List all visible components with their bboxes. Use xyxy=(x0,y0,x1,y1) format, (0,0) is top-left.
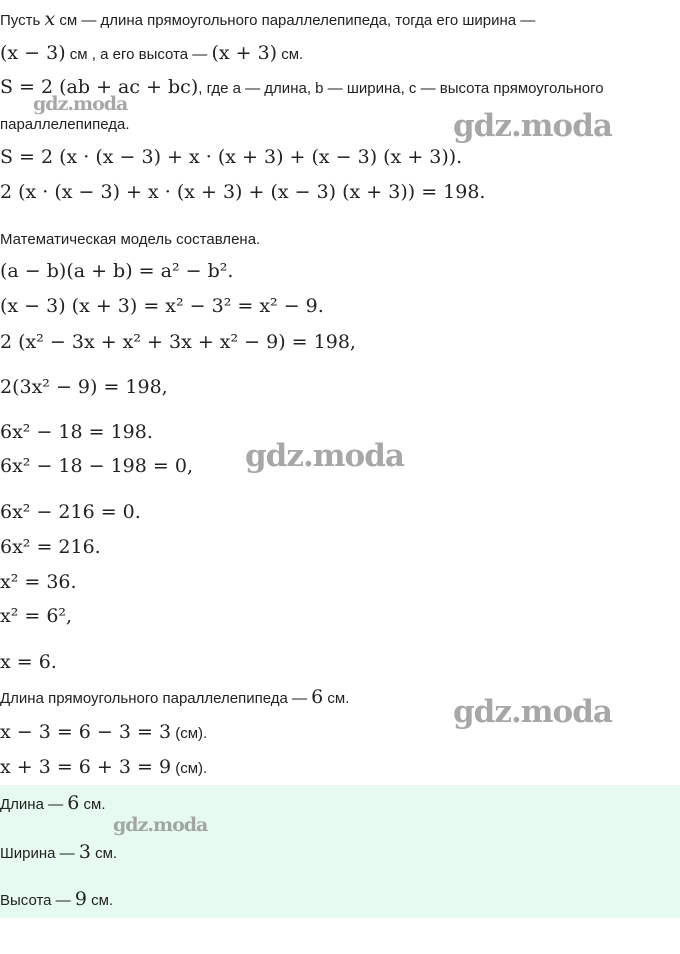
surface-formula: S = 2 (ab + ac + bc) xyxy=(0,76,199,98)
line-4: параллелепипеда. xyxy=(0,116,130,133)
line-10: 2 (x² − 3x + x² + 3x + x² − 9) = 198, xyxy=(0,331,356,353)
line-1: Пусть x см — длина прямоугольного параллелепипеда, тогда его ширина — xyxy=(0,8,536,30)
line-19: Длина прямоугольного параллелепипеда — 6 см. xyxy=(0,686,350,708)
line-2: (x − 3) см , а его высота — (x + 3) см. xyxy=(0,42,304,64)
line-14: 6x² − 216 = 0. xyxy=(0,501,141,523)
answer-box xyxy=(0,785,680,918)
line-20: x − 3 = 6 − 3 = 3 (см). xyxy=(0,721,208,743)
watermark-logo: gdz.moda xyxy=(113,814,208,836)
answer-length: Длина — 6 см. xyxy=(0,792,106,814)
line-11: 2(3x² − 9) = 198, xyxy=(0,376,168,398)
line-21: x + 3 = 6 + 3 = 9 (см). xyxy=(0,756,208,778)
line-5: S = 2 (x · (x − 3) + x · (x + 3) + (x − 3) (x + 3)). xyxy=(0,146,463,168)
line-12: 6x² − 18 = 198. xyxy=(0,421,153,443)
line-3: S = 2 (ab + ac + bc), где a — длина, b — ширина, c — высота прямоугольного xyxy=(0,76,604,98)
line-15: 6x² = 216. xyxy=(0,536,101,558)
answer-width: Ширина — 3 см. xyxy=(0,841,118,863)
watermark-logo: gdz.moda xyxy=(453,108,612,144)
watermark-logo: gdz.moda xyxy=(453,694,612,730)
answer-height: Высота — 9 см. xyxy=(0,888,114,910)
line-17: x² = 6², xyxy=(0,605,73,627)
line-16: x² = 36. xyxy=(0,571,77,593)
watermark-logo: gdz.moda xyxy=(245,438,404,474)
line-13: 6x² − 18 − 198 = 0, xyxy=(0,455,193,477)
line-8: (a − b)(a + b) = a² − b². xyxy=(0,260,234,282)
line-9: (x − 3) (x + 3) = x² − 3² = x² − 9. xyxy=(0,295,324,317)
expr-height: (x + 3) xyxy=(211,42,278,64)
line-7: Математическая модель составлена. xyxy=(0,231,261,248)
expr-width: (x − 3) xyxy=(0,42,66,64)
watermark-logo: gdz.moda xyxy=(33,93,128,115)
line-18: x = 6. xyxy=(0,651,57,673)
line-6: 2 (x · (x − 3) + x · (x + 3) + (x − 3) (x + 3)) = 198. xyxy=(0,181,486,203)
